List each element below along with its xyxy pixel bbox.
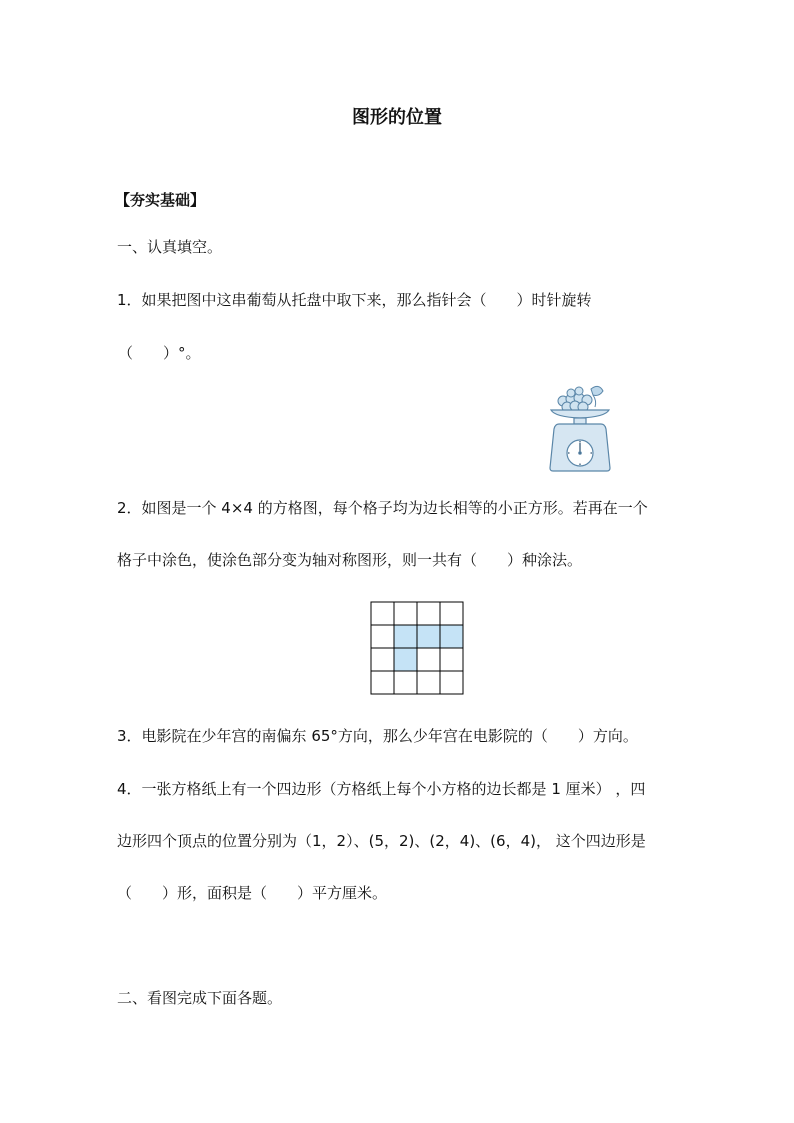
grid-cell [371,625,394,648]
part2-heading: 二、看图完成下面各题。 [117,989,283,1007]
grid-cell [394,671,417,694]
q1-line2: （ ）°。 [118,344,201,362]
grid-cell [371,671,394,694]
section-header-basics: 【夯实基础】 [115,191,206,209]
q4-line3: （ ）形，面积是（ ）平方厘米。 [117,884,388,902]
grid-cell [417,602,440,625]
page-title: 图形的位置 [352,107,442,128]
grid-cell [371,602,394,625]
grid-cell-shaded [440,625,463,648]
grid-cell [417,648,440,671]
four-by-four-grid [370,601,464,695]
grid-cell [417,671,440,694]
grid-cell [440,602,463,625]
grid-cell [440,671,463,694]
grid-cell-shaded [394,648,417,671]
q1-line1: 1．如果把图中这串葡萄从托盘中取下来，那么指针会（ ）时针旋转 [117,291,592,309]
grape-scale-illustration [549,383,613,473]
part1-heading: 一、认真填空。 [117,238,223,256]
grid-cell [394,602,417,625]
q4-line2: 边形四个顶点的位置分别为（1，2）、(5，2)、(2，4)、(6，4)， 这个四边形是 [117,832,646,850]
q2-line2: 格子中涂色，使涂色部分变为轴对称图形，则一共有（ ）种涂法。 [117,551,583,569]
grid-cell-shaded [394,625,417,648]
grid-cell-shaded [417,625,440,648]
grid-cell [371,648,394,671]
scale-icon [550,410,610,471]
q2-line1: 2．如图是一个 4×4 的方格图，每个格子均为边长相等的小正方形。若再在一个 [117,499,648,517]
q4-line1: 4．一张方格纸上有一个四边形（方格纸上每个小方格的边长都是 1 厘米） ，四 [117,780,646,798]
grid-cell [440,648,463,671]
grapes-icon [558,386,603,412]
q3-line1: 3．电影院在少年宫的南偏东 65°方向，那么少年宫在电影院的（ ）方向。 [117,727,638,745]
